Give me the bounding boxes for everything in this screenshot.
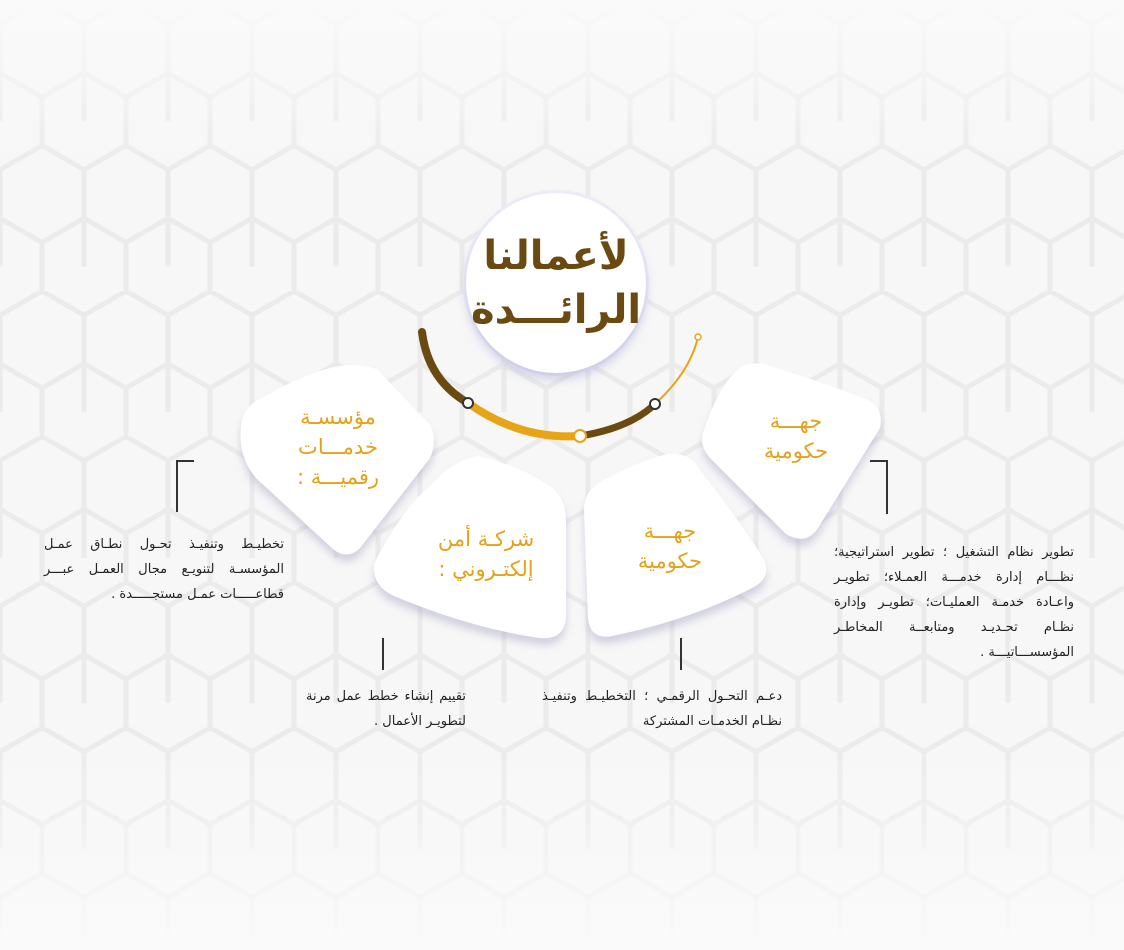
title-line-1: لأعمالنا [483, 233, 629, 279]
title-circle [466, 193, 646, 373]
tick-marker-government-center [680, 638, 682, 670]
description-cyber-security: تقييم إنشاء خطط عمل مرنة لتطويـر الأعمال . [306, 689, 466, 729]
arc-node [463, 398, 473, 408]
arc-node [695, 334, 701, 340]
arc-gold-bottom [468, 403, 580, 436]
petal-label-digital-services [276, 402, 400, 492]
petal-label-government-right [736, 406, 856, 466]
petal-label-line: حكومية [763, 439, 829, 463]
arc-brown-left [422, 332, 468, 403]
tick-marker-digital-services [176, 460, 178, 512]
petal-label-government-center [610, 516, 730, 576]
petal-label-cyber-security [424, 524, 548, 584]
petal-label-line: جهـــة [769, 409, 823, 433]
tick-marker-digital-services [176, 460, 194, 462]
tick-marker-cyber-security [382, 638, 384, 670]
petal-label-line: رقميـــة : [296, 465, 380, 489]
description-digital-services: تخطيـط وتنفيـذ تحـول نطـاق عمـل المؤسسـة لتنويـع مجال العمـل عبـــر قطاعـــــات عمـل مستجـــــدة . [44, 537, 284, 602]
petal-label-line: حكومية [637, 549, 703, 573]
petal-label-line: مؤسسـة [300, 405, 376, 429]
title-line-2: الرائـــدة [470, 287, 642, 333]
arc-node [574, 430, 586, 442]
petal-label-line: شركـة أمن [437, 527, 535, 551]
petal-label-line: جهـــة [643, 519, 697, 543]
petal-label-line: خدمـــات [298, 435, 378, 459]
tick-marker-right [870, 460, 888, 462]
tick-marker-right [886, 460, 888, 514]
description-government-right: تطوير نظام التشغيل ؛ تطوير استراتيجية؛ نظـــام إدارة خدمـــة العمـلاء؛ تطويـر واعـادة خدمـة العمليـات؛ تطويـر وإدارة نظـام تحـديـد ومتابعــة المخاطـر المؤسســـاتيـــة . [834, 545, 1074, 660]
arc-brown-right [580, 404, 655, 436]
arc-node [650, 399, 660, 409]
description-government-center: دعـم التحـول الرقمـي ؛ التخطيـط وتنفيـذ نظـام الخدمـات المشتركة [542, 689, 782, 729]
arc-gold-thin [655, 337, 698, 404]
petal-label-line: إلكتـروني : [438, 557, 534, 581]
